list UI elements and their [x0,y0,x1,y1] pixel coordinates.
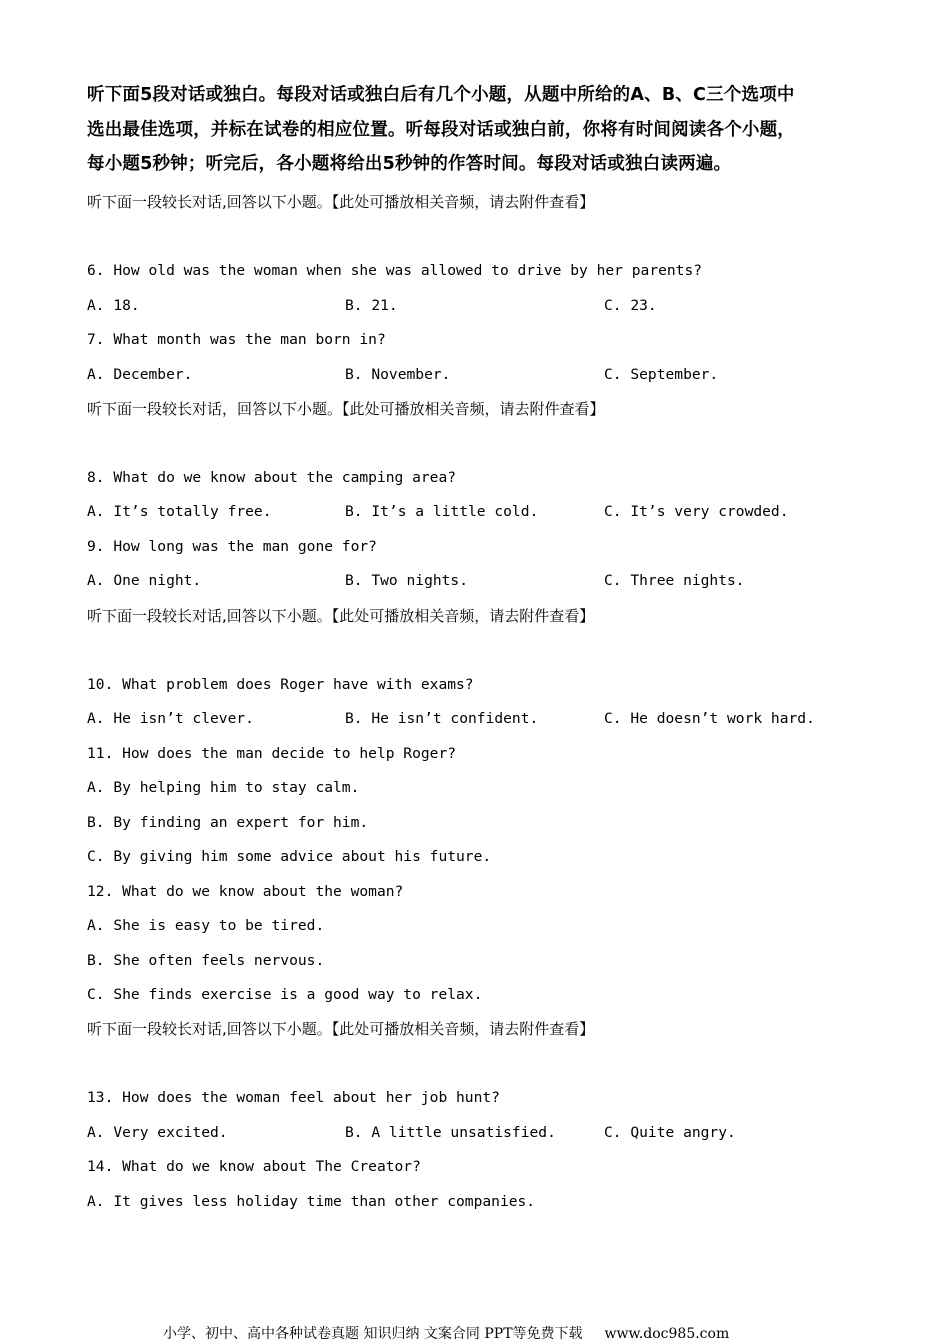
option-b: B. It’s a little cold. [345,503,539,520]
option-a: A. It’s totally free. [87,503,272,520]
audio-prompt: 听下面一段较长对话,回答以下小题。【此处可播放相关音频，请去附件查看】 [87,193,595,211]
question-stem: 9. How long was the man gone for? [87,538,377,555]
option-a: A. One night. [87,572,202,589]
option-c: C. 23. [604,297,657,314]
option-b: B. Two nights. [345,572,469,589]
option-a: A. Very excited. [87,1124,228,1141]
option-a: A. He isn’t clever. [87,710,254,727]
option-c: C. By giving him some advice about his future. [87,848,492,865]
instructions-line: 选出最佳选项，并标在试卷的相应位置。听每段对话或独白前，你将有时间阅读各个小题， [87,119,795,140]
option-c: C. He doesn’t work hard. [604,710,815,727]
footer-text: 小学、初中、高中各种试卷真题 知识归纳 文案合同 PPT等免费下载 [163,1326,583,1342]
option-c: C. Quite angry. [604,1124,736,1141]
option-a: A. December. [87,366,193,383]
option-a: A. She is easy to be tired. [87,917,325,934]
question-stem: 8. What do we know about the camping area? [87,469,457,486]
question-stem: 7. What month was the man born in? [87,331,386,348]
question-stem: 14. What do we know about The Creator? [87,1158,421,1175]
instructions-line: 听下面5段对话或独白。每段对话或独白后有几个小题，从题中所给的A、B、C三个选项中 [87,85,795,105]
option-a: A. By helping him to stay calm. [87,779,360,796]
audio-prompt: 听下面一段较长对话,回答以下小题。【此处可播放相关音频，请去附件查看】 [87,607,595,625]
option-b: B. She often feels nervous. [87,952,325,969]
page-footer [163,1324,729,1344]
option-a: A. 18. [87,297,140,314]
option-c: C. Three nights. [604,572,745,589]
question-stem: 12. What do we know about the woman? [87,883,404,900]
option-b: B. November. [345,366,451,383]
audio-prompt: 听下面一段较长对话，回答以下小题。【此处可播放相关音频，请去附件查看】 [87,400,605,418]
question-stem: 11. How does the man decide to help Roger? [87,745,457,762]
option-c: C. September. [604,366,719,383]
option-b: B. A little unsatisfied. [345,1124,556,1141]
question-stem: 10. What problem does Roger have with exams? [87,676,474,693]
option-b: B. He isn’t confident. [345,710,539,727]
instructions [87,78,867,182]
option-c: C. She finds exercise is a good way to relax. [87,986,483,1003]
footer-link[interactable]: www.doc985.com [604,1326,730,1342]
instructions-line: 每小题5秒钟；听完后，各小题将给出5秒钟的作答时间。每段对话或独白读两遍。 [87,154,732,174]
question-stem: 6. How old was the woman when she was allowed to drive by her parents? [87,262,703,279]
option-b: B. 21. [345,297,398,314]
option-c: C. It’s very crowded. [604,503,789,520]
audio-prompt: 听下面一段较长对话,回答以下小题。【此处可播放相关音频，请去附件查看】 [87,1020,595,1038]
question-stem: 13. How does the woman feel about her job hunt? [87,1089,500,1106]
option-b: B. By finding an expert for him. [87,814,369,831]
option-a: A. It gives less holiday time than other companies. [87,1193,536,1210]
